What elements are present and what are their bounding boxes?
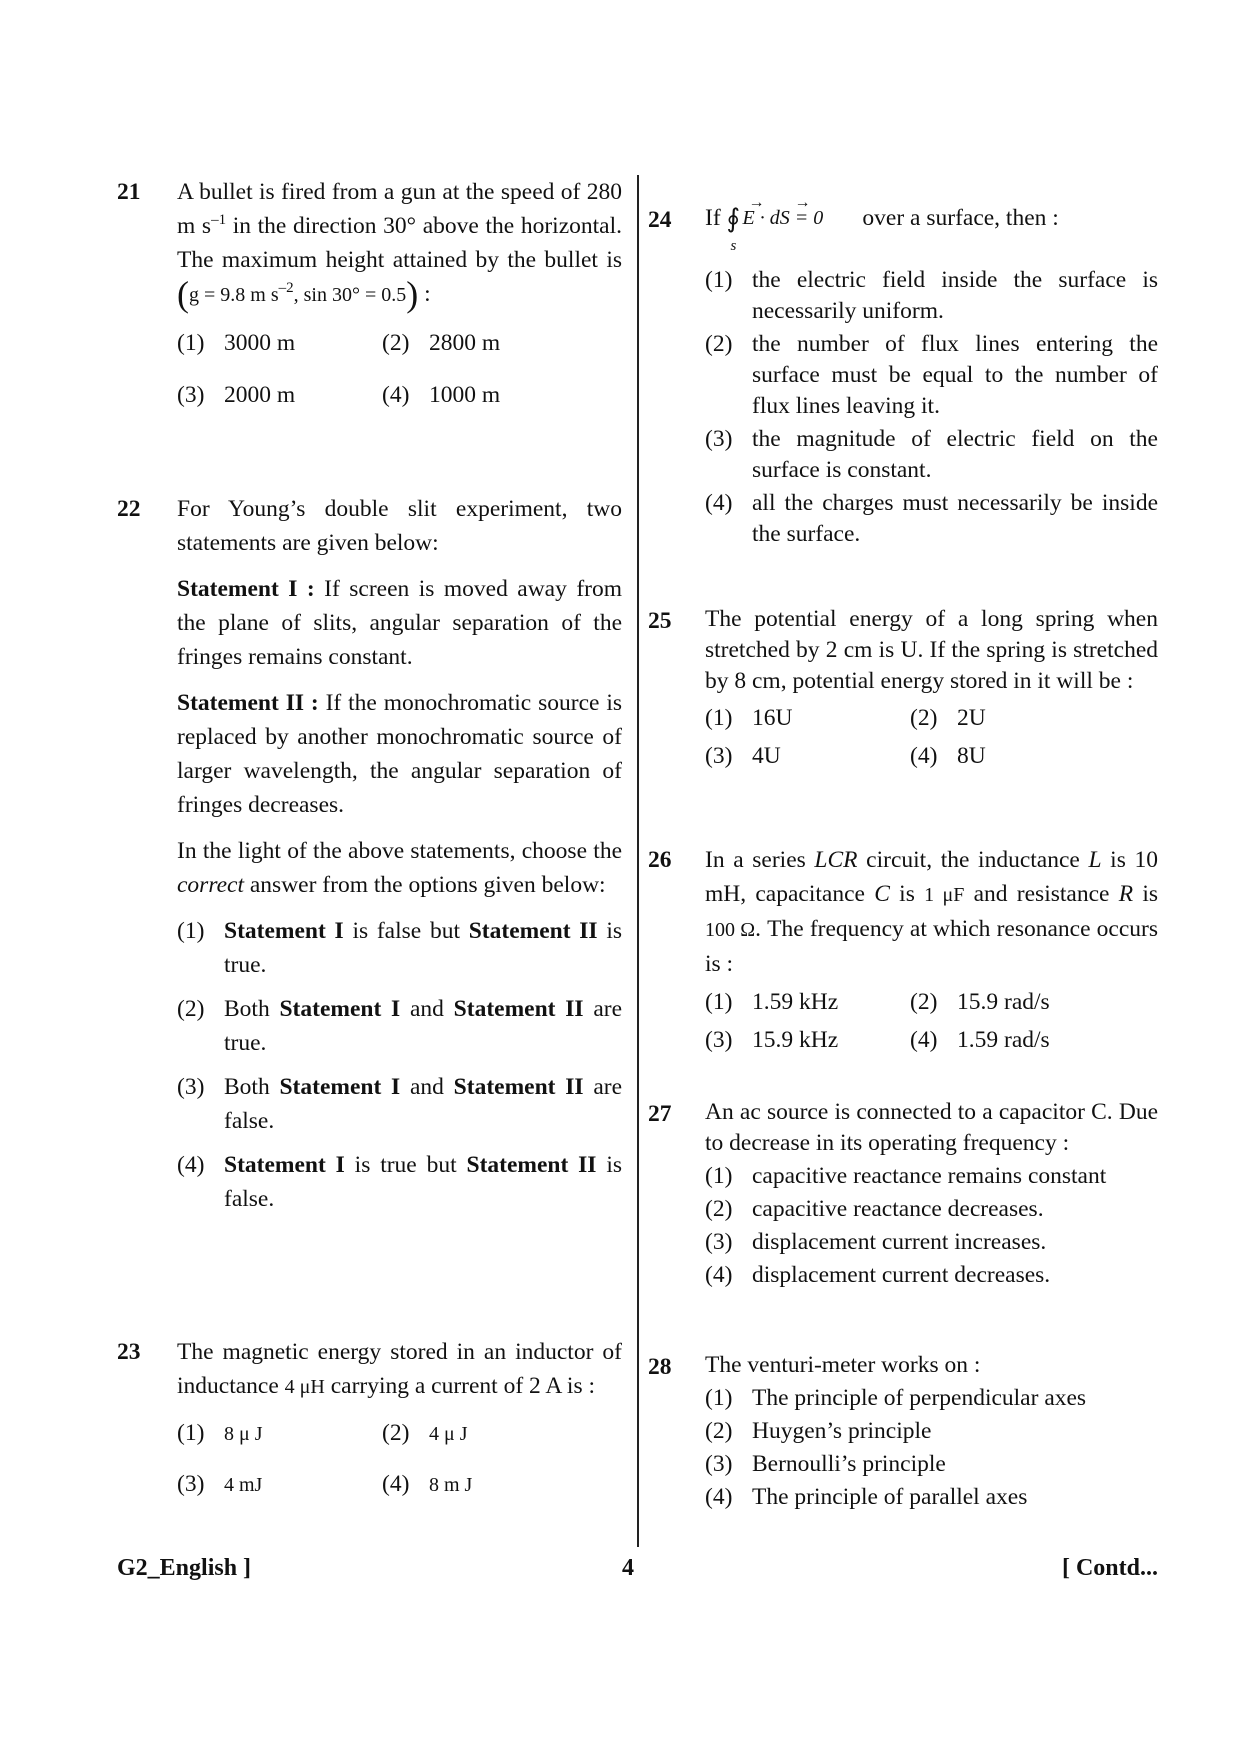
option-2[interactable]: (2) capacitive reactance decreases. [705, 1196, 1044, 1222]
option-2[interactable]: (2) 2800 m [382, 330, 501, 356]
options-grid [177, 1416, 622, 1502]
option-1[interactable]: (1) Statement I is false but Statement II is true. [177, 918, 622, 978]
question-21 [117, 175, 622, 412]
option-3[interactable]: (3) 4U [705, 743, 781, 769]
option-2[interactable]: (2) 4 μ J [382, 1420, 468, 1446]
option-4[interactable]: (4) 1.59 rad/s [910, 1027, 1050, 1053]
column-divider [637, 175, 639, 1547]
option-3[interactable]: (3) Both Statement I and Statement II are false. [177, 1074, 623, 1134]
page-number: 4 [622, 1555, 634, 1581]
option-1[interactable]: (1) the electric field inside the surface is necessarily uniform. [705, 267, 1158, 324]
option-4[interactable]: (4) Statement I is true but Statement II is false. [177, 1152, 622, 1212]
question-28 [648, 1350, 1158, 1515]
question-number: 25 [648, 608, 672, 634]
option-2[interactable]: (2) 2U [910, 705, 986, 731]
option-4[interactable]: (4) 1000 m [382, 382, 501, 408]
statement-1: Statement I : If screen is moved away from the plane of slits, angular separation of the fringes remains constant. [177, 576, 623, 670]
instruction: In the light of the above statements, choose the correct answer from the options given below: [177, 838, 622, 898]
question-stem: In a series LCR circuit, the inductance L is 10 mH, capacitance C is 1 μF and resistance R is 100 Ω. The frequency at which resonance occurs is : [705, 847, 1158, 977]
options-grid [705, 985, 1158, 1057]
question-number: 28 [648, 1354, 672, 1380]
option-2[interactable]: (2) Huygen’s principle [705, 1418, 932, 1444]
option-4[interactable]: (4) The principle of parallel axes [705, 1484, 1028, 1510]
option-2[interactable]: (2) the number of flux lines entering the surface must be equal to the number of flux lines leaving it. [705, 331, 1158, 419]
options-grid [705, 701, 1158, 773]
option-3[interactable]: (3) displacement current increases. [705, 1229, 1047, 1255]
surface-integral: ∮ s → → E · dS = 0 [726, 194, 824, 254]
option-1[interactable]: (1) The principle of perpendicular axes [705, 1385, 1087, 1411]
question-stem: The potential energy of a long spring when stretched by 2 cm is U. If the spring is stretched by 8 cm, potential energy stored in it will be : [705, 606, 1158, 694]
question-27 [648, 1097, 1158, 1293]
question-stem: An ac source is connected to a capacitor C. Due to decrease in its operating frequency : [705, 1099, 1158, 1156]
question-22 [117, 492, 622, 1226]
question-number: 27 [648, 1101, 672, 1127]
option-4[interactable]: (4) 8U [910, 743, 986, 769]
statement-2: Statement II : If the monochromatic source is replaced by another monochromatic source of larger wavelength, the angular separation of fringes decreases. [177, 690, 622, 818]
question-26 [648, 843, 1158, 1057]
option-1[interactable]: (1) 8 μ J [177, 1420, 263, 1446]
question-number: 26 [648, 847, 672, 873]
option-3[interactable]: (3) the magnitude of electric field on the surface is constant. [705, 426, 1158, 483]
option-1[interactable]: (1) capacitive reactance remains constant [705, 1163, 1107, 1189]
option-3[interactable]: (3) 4 mJ [177, 1471, 263, 1497]
page-footer [117, 1555, 1158, 1589]
question-stem: If ∮ s → → E · dS = 0 over a surface, then : [705, 194, 1059, 254]
question-25 [648, 604, 1158, 773]
option-1[interactable]: (1) 1.59 kHz [705, 989, 839, 1015]
option-2[interactable]: (2) 15.9 rad/s [910, 989, 1050, 1015]
option-3[interactable]: (3) Bernoulli’s principle [705, 1451, 946, 1477]
option-1[interactable]: (1) 16U [705, 705, 793, 731]
option-4[interactable]: (4) 8 m J [382, 1471, 473, 1497]
question-number: 24 [648, 207, 672, 233]
option-4[interactable]: (4) displacement current decreases. [705, 1262, 1051, 1288]
question-stem: For Young’s double slit experiment, two statements are given below: [177, 496, 622, 556]
question-number: 21 [117, 179, 141, 205]
question-stem: The magnetic energy stored in an inductor of inductance 4 μH carrying a current of 2 A is : [177, 1339, 622, 1399]
option-3[interactable]: (3) 15.9 kHz [705, 1027, 839, 1053]
option-2[interactable]: (2) Both Statement I and Statement II are true. [177, 996, 623, 1056]
footer-continued: [ Contd... [1061, 1555, 1158, 1581]
question-number: 23 [117, 1339, 141, 1365]
question-stem: The venturi-meter works on : [705, 1352, 981, 1378]
footer-booklet-code: G2_English ] [117, 1555, 252, 1581]
options-grid [177, 326, 622, 412]
option-1[interactable]: (1) 3000 m [177, 330, 296, 356]
question-23 [117, 1335, 622, 1502]
question-stem: A bullet is fired from a gun at the speed of 280 m $s^{-1}$ in the direction 30° above the horizontal. The maximum height attained by the bullet is (g = 9.8 m $s^{-2}$, sin 30° = 0.5) : [177, 179, 622, 314]
question-number: 22 [117, 496, 141, 522]
question-24 [648, 194, 1158, 552]
option-4[interactable]: (4) all the charges must necessarily be inside the surface. [705, 490, 1158, 547]
option-3[interactable]: (3) 2000 m [177, 382, 296, 408]
